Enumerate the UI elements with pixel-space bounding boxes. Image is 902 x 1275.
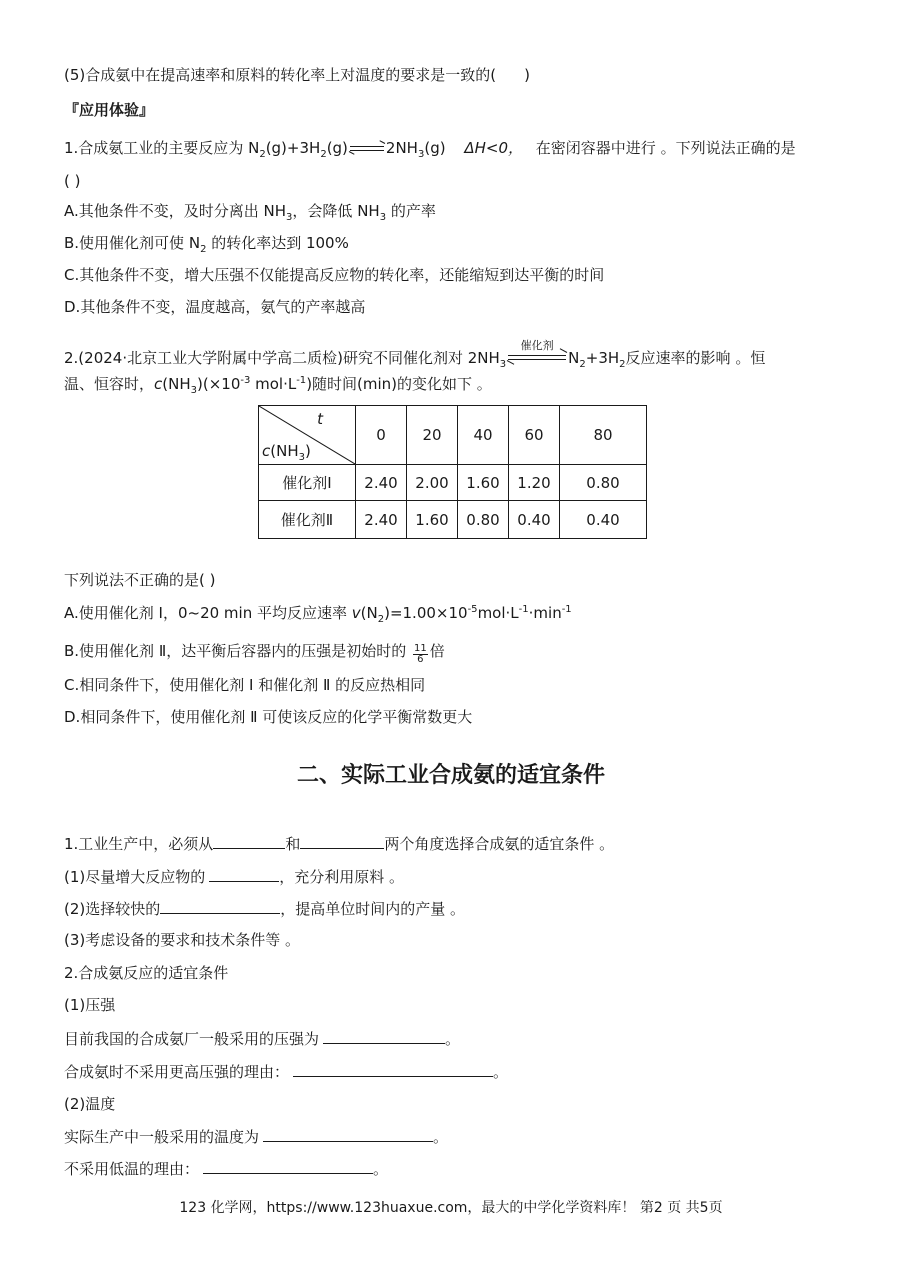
p2-s3: 2	[619, 359, 626, 370]
p1-sub1: 2	[259, 149, 266, 160]
table-cell: 1.60	[458, 465, 509, 501]
table-header-row	[259, 406, 647, 465]
s1-line9: (2)温度	[64, 1095, 116, 1113]
s1-l8b: 。	[493, 1063, 509, 1081]
answer-blank[interactable]	[160, 897, 280, 914]
question-5	[64, 64, 530, 86]
answer-blank[interactable]	[323, 1027, 445, 1044]
s1-l8a: 合成氨时不采用更高压强的理由：	[64, 1063, 290, 1081]
p1-option-b	[64, 232, 349, 254]
concentration-table	[258, 405, 647, 539]
p1-a-c: 的产率	[386, 202, 436, 220]
table-row	[259, 465, 647, 501]
p1-b-s: 2	[200, 244, 207, 255]
s1-l11b: 。	[373, 1160, 389, 1178]
table-row	[259, 501, 647, 539]
p2-a-sup2: -1	[518, 604, 529, 615]
p2-l2-s4: 3	[190, 385, 197, 396]
s1-line5: 2.合成氨反应的适宜条件	[64, 964, 229, 982]
p2-option-b	[64, 640, 445, 665]
s1-l7b: 。	[445, 1030, 461, 1048]
p2-s2: 2	[579, 359, 586, 370]
p2-s1: 3	[499, 359, 507, 370]
p1-g1: (g)+3H	[265, 139, 321, 157]
p1-a-b: ，会降低 NH	[292, 202, 380, 220]
s1-l11a: 不采用低温的理由：	[64, 1160, 200, 1178]
p2-l2-b: (NH	[162, 375, 191, 393]
table-cell: 0.40	[560, 501, 647, 539]
p1-sub3: 3	[417, 149, 425, 160]
s1-l3b: ，提高单位时间内的产量 。	[280, 900, 466, 918]
question-5-close: )	[524, 66, 530, 84]
p2-l2-d: mol·L	[250, 375, 297, 393]
p2-a-s: 2	[377, 614, 385, 625]
page-footer: 123 化学网，https://www.123huaxue.com，最大的中学化学资料库！ 第2 页 共5页	[179, 1200, 723, 1216]
row-label: 催化剂Ⅱ	[259, 501, 356, 539]
corner-close: )	[304, 442, 311, 460]
answer-blank[interactable]	[263, 1125, 433, 1142]
answer-blank[interactable]	[209, 865, 279, 882]
s1-l2a: (1)尽量增大反应物的	[64, 868, 206, 886]
p2-l2-sup2: -1	[296, 375, 307, 386]
equilibrium-arrow-icon	[350, 144, 384, 154]
answer-blank[interactable]	[203, 1157, 373, 1174]
p2-stem-c: +3H	[585, 349, 620, 367]
s1-l7a: 目前我国的合成氨厂一般采用的压强为	[64, 1030, 320, 1048]
p1-deltah: ΔH<0，	[464, 139, 524, 157]
fraction-den: 6	[417, 654, 424, 665]
p2-b-a: B.使用催化剂 Ⅱ，达平衡后容器内的压强是初始时的	[64, 642, 411, 660]
p1-stem-a: 1.合成氨工业的主要反应为 N	[64, 139, 260, 157]
answer-blank[interactable]	[213, 832, 285, 849]
s1-line1	[64, 832, 614, 855]
time-header: 20	[407, 406, 458, 465]
p2-l2-sup1: -3	[240, 375, 251, 386]
table-cell: 0.80	[458, 501, 509, 539]
s1-line11	[64, 1157, 388, 1180]
p2-a-sup3: -1	[561, 604, 572, 615]
p1-option-d: D.其他条件不变，温度越高，氨气的产率越高	[64, 298, 366, 316]
p2-a-a: A.使用催化剂 Ⅰ，0~20 min 平均反应速率	[64, 604, 352, 622]
p1-stem	[64, 137, 796, 159]
row-label: 催化剂Ⅰ	[259, 465, 356, 501]
p1-stem-b: 在密闭容器中进行 。下列说法正确的是	[535, 139, 796, 157]
p2-a-v: v	[351, 604, 361, 622]
p1-a-s: 3	[286, 212, 293, 223]
p2-option-c: C.相同条件下，使用催化剂 Ⅰ 和催化剂 Ⅱ 的反应热相同	[64, 676, 426, 694]
p2-option-d: D.相同条件下，使用催化剂 Ⅱ 可使该反应的化学平衡常数更大	[64, 708, 473, 726]
p2-a-sup: -5	[467, 604, 478, 615]
p2-a-e: ·min	[528, 604, 562, 622]
s1-l1a: 1.工业生产中，必须从	[64, 835, 214, 853]
practice-heading: 『应用体验』	[64, 101, 155, 119]
s1-line8	[64, 1060, 508, 1083]
p2-l2-a: 温、恒容时，	[64, 375, 155, 393]
p1-g3: (g)	[424, 139, 446, 157]
p1-option-a	[64, 200, 436, 222]
p2-stem-d: 反应速率的影响 。恒	[625, 349, 766, 367]
table-cell: 0.40	[509, 501, 560, 539]
time-header: 40	[458, 406, 509, 465]
s1-line4: (3)考虑设备的要求和技术条件等 。	[64, 931, 301, 949]
corner-sub: 3	[298, 452, 305, 463]
p1-b-b: 的转化率达到 100%	[206, 234, 349, 252]
table-cell: 2.40	[356, 465, 407, 501]
table-cell: 0.80	[560, 465, 647, 501]
p1-g2: (g)	[326, 139, 348, 157]
s1-l10a: 实际生产中一般采用的温度为	[64, 1128, 260, 1146]
time-header: 0	[356, 406, 407, 465]
p2-stem-a: 2.(2024·北京工业大学附属中学高二质检)研究不同催化剂对 2NH	[64, 349, 500, 367]
s1-l1c: 两个角度选择合成氨的适宜条件 。	[384, 835, 615, 853]
catalyst-arrow-icon	[508, 341, 566, 367]
corner-t: t	[317, 410, 323, 428]
answer-blank[interactable]	[293, 1060, 493, 1077]
p2-stem-b: N	[568, 349, 580, 367]
table-cell: 2.00	[407, 465, 458, 501]
p2-l2-c: c	[154, 375, 163, 393]
p1-prod: 2NH	[385, 139, 418, 157]
table-cell: 1.60	[407, 501, 458, 539]
s1-l3a: (2)选择较快的	[64, 900, 161, 918]
p2-ask: 下列说法不正确的是( )	[64, 571, 216, 589]
s1-line6: (1)压强	[64, 996, 116, 1014]
p2-l2-e: )随时间(min)的变化如下 。	[306, 375, 492, 393]
p2-l2-c2: )(×10	[197, 375, 241, 393]
p2-option-a	[64, 602, 572, 624]
answer-blank[interactable]	[300, 832, 384, 849]
corner-c: c	[262, 442, 271, 460]
p1-b-a: B.使用催化剂可使 N	[64, 234, 201, 252]
s1-l1b: 和	[285, 835, 301, 853]
time-header: 80	[560, 406, 647, 465]
p2-stem-line2	[64, 373, 492, 395]
p1-paren: ( )	[64, 172, 81, 190]
p1-a-s2: 3	[379, 212, 387, 223]
question-5-text: (5)合成氨中在提高速率和原料的转化率上对温度的要求是一致的(	[64, 66, 497, 84]
time-header: 60	[509, 406, 560, 465]
s1-line3	[64, 897, 465, 920]
p2-a-d: mol·L	[477, 604, 519, 622]
p2-a-c: )=1.00×10	[384, 604, 468, 622]
p1-option-c: C.其他条件不变，增大压强不仅能提高反应物的转化率，还能缩短到达平衡的时间	[64, 266, 605, 284]
table-corner	[259, 406, 356, 465]
corner-c-rest: (NH	[270, 442, 299, 460]
s1-line7	[64, 1027, 460, 1050]
p2-stem	[64, 341, 765, 369]
catalyst-label: 催化剂	[520, 339, 554, 352]
s1-line10	[64, 1125, 448, 1148]
fraction	[413, 644, 428, 665]
p1-a-a: A.其他条件不变，及时分离出 NH	[64, 202, 287, 220]
s1-line2	[64, 865, 404, 888]
p2-b-b: 倍	[429, 642, 445, 660]
p1-sub2: 2	[320, 149, 327, 160]
table-cell: 2.40	[356, 501, 407, 539]
s1-l10b: 。	[433, 1128, 449, 1146]
table-cell: 1.20	[509, 465, 560, 501]
section-title: 二、实际工业合成氨的适宜条件	[296, 763, 605, 788]
s1-l2b: ，充分利用原料 。	[279, 868, 405, 886]
fraction-num: 11	[413, 643, 427, 654]
p2-a-b: (N	[360, 604, 378, 622]
